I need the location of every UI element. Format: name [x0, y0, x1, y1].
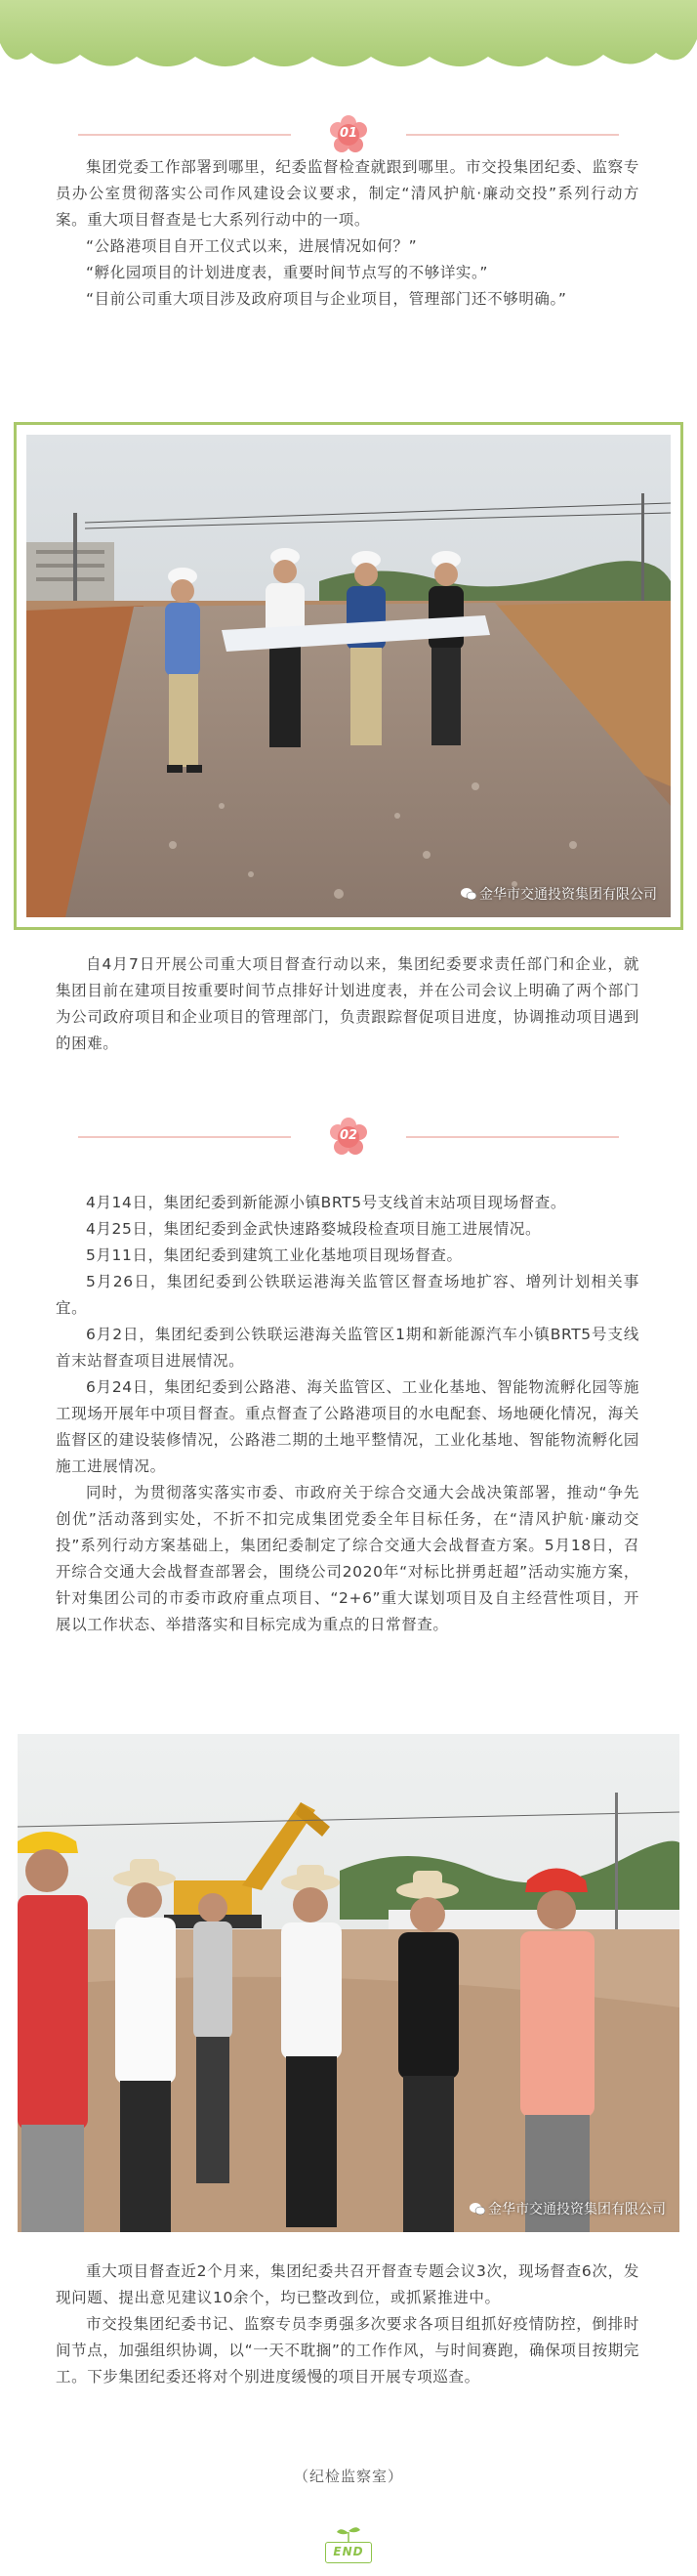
section-number: 02: [339, 1128, 358, 1143]
divider-line: [406, 1136, 619, 1138]
section-divider-01: [78, 115, 619, 154]
paragraph: 4月14日，集团纪委到新能源小镇BRT5号支线首末站项目现场督查。: [86, 1194, 566, 1211]
paragraph: 6月2日，集团纪委到公铁联运港海关监管区1期和新能源汽车小镇BRT5号支线首末站督查项目进展情况。: [56, 1326, 639, 1370]
end-mark: [319, 2524, 378, 2567]
section1-summary: [56, 951, 639, 1057]
photo-watermark: 金华市交通投资集团有限公司: [470, 2199, 666, 2218]
section-number-badge: [329, 115, 368, 154]
signoff: （纪检监察室）: [293, 2468, 403, 2485]
section-number: 01: [339, 126, 358, 141]
wechat-icon: [461, 887, 476, 901]
sprout-icon: [319, 2524, 378, 2544]
divider-line: [406, 134, 619, 136]
paragraph: 市交投集团纪委书记、监察专员李勇强多次要求各项目组抓好疫情防控，倒排时间节点，加强组织协调，以“一天不耽搁”的工作作风，与时间赛跑，确保项目按期完工。下步集团纪委还将对个别进度缓慢的项目开展专项巡查。: [56, 2315, 639, 2386]
photo-watermark: 金华市交通投资集团有限公司: [461, 884, 657, 904]
site-inspection-photo-2: [18, 1734, 679, 2232]
end-label: END: [325, 2542, 372, 2563]
paragraph: “目前公司重大项目涉及政府项目与企业项目，管理部门还不够明确。”: [86, 290, 567, 308]
divider-line: [78, 134, 291, 136]
divider-line: [78, 1136, 291, 1138]
paragraph: 集团党委工作部署到哪里，纪委监督检查就跟到哪里。市交投集团纪委、监察专员办公室贯彻落实公司作风建设会议要求，制定“清风护航·廉动交投”系列行动方案。重大项目督查是七大系列行动中的一项。: [56, 158, 639, 229]
section2-summary: [56, 2259, 639, 2390]
paragraph: “孵化园项目的计划进度表，重要时间节点写的不够详实。”: [86, 264, 489, 281]
paragraph: 重大项目督查近2个月来，集团纪委共召开督查专题会议3次，现场督查6次，发现问题、提出意见建议10余个，均已整改到位，或抓紧推进中。: [56, 2262, 639, 2306]
photo-frame: [14, 422, 683, 930]
paragraph: 5月11日，集团纪委到建筑工业化基地项目现场督查。: [86, 1246, 463, 1264]
wechat-icon: [470, 2202, 485, 2216]
section1-text: [56, 154, 639, 313]
site-inspection-photo-1: [26, 435, 671, 917]
paragraph: 5月26日，集团纪委到公铁联运港海关监管区督查场地扩容、增列计划相关事宜。: [56, 1273, 639, 1317]
header-decoration: [0, 0, 697, 76]
section-divider-02: [78, 1118, 619, 1157]
paragraph: 自4月7日开展公司重大项目督查行动以来，集团纪委要求责任部门和企业，就集团目前在建项目按重要时间节点排好计划进度表，并在公司会议上明确了两个部门为公司政府项目和企业项目的管理部门，负责跟踪督促项目进度，协调推动项目遇到的困难。: [56, 955, 639, 1052]
paragraph: 4月25日，集团纪委到金武快速路婺城段检查项目施工进展情况。: [86, 1220, 542, 1238]
section-number-badge: [329, 1118, 368, 1157]
paragraph: “公路港项目自开工仪式以来，进展情况如何？”: [86, 237, 418, 255]
paragraph: 同时，为贯彻落实落实市委、市政府关于综合交通大会战决策部署，推动“争先创优”活动落到实处，不折不扣完成集团党委全年目标任务，在“清风护航·廉动交投”系列行动方案基础上，集团纪委制定了综合交通大会战督查方案。5月18日，召开综合交通大会战督查部署会，围绕公司2020年“对标比拼勇赶超”活动实施方案，针对集团公司的市委市政府重点项目、“2+6”重大谋划项目及自主经营性项目，开展以工作状态、举措落实和目标完成为重点的日常督查。: [56, 1484, 639, 1633]
paragraph: 6月24日，集团纪委到公路港、海关监管区、工业化基地、智能物流孵化园等施工现场开展年中项目督查。重点督查了公路港项目的水电配套、场地硬化情况，海关监督区的建设装修情况，公路港二期的土地平整情况，工业化基地、智能物流孵化园施工进展情况。: [56, 1378, 639, 1475]
section2-text: [56, 1190, 639, 1638]
